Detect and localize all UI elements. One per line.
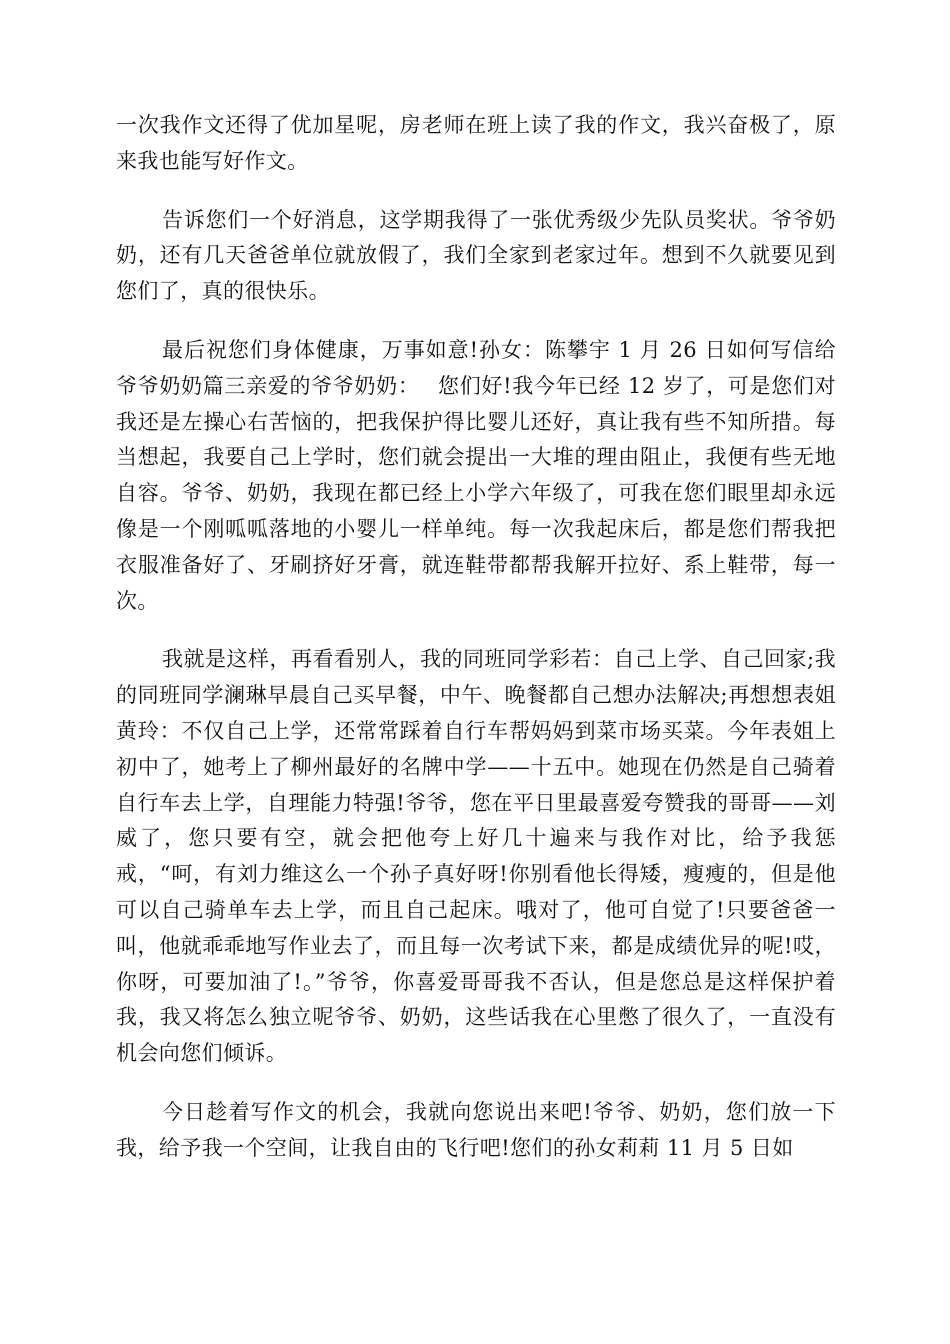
paragraph-3: 最后祝您们身体健康，万事如意!孙女：陈攀宇 1 月 26 日如何写信给爷爷奶奶篇三亲爱的爷爷奶奶： 您们好!我今年已经 12 岁了，可是您们对我还是左操心右苦恼的，把我保护得比婴儿还好，真让我有些不知所措。每当想起，我要自己上学时，您们就会提出一大堆的理由阻止，我便有些无地自容。爷爷、奶奶，我现在都已经上小学六年级了，可我在您们眼里却永远像是一个刚呱呱落地的小婴儿一样单纯。每一次我起床后，都是您们帮我把衣服准备好了、牙刷挤好牙膏，就连鞋带都帮我解开拉好、系上鞋带，每一次。 — [116, 337, 836, 613]
paragraph-4: 我就是这样，再看看别人，我的同班同学彩若：自己上学、自己回家;我的同班同学澜琳早晨自己买早餐，中午、晚餐都自己想办法解决;再想想表姐黄玲：不仅自己上学，还常常踩着自行车帮妈妈到菜市场买菜。今年表姐上初中了，她考上了柳州最好的名牌中学——十五中。她现在仍然是自己骑着自行车去上学，自理能力特强!爷爷，您在平日里最喜爱夸赞我的哥哥——刘威了，您只要有空，就会把他夸上好几十遍来与我作对比，给予我惩戒，“呵，有刘力维这么一个孙子真好呀!你别看他长得矮，瘦瘦的，但是他可以自己骑单车去上学，而且自己起床。哦对了，他可自觉了!只要爸爸一叫，他就乖乖地写作业去了，而且每一次考试下来，都是成绩优异的呢!哎，你呀，可要加油了!。”爷爷，你喜爱哥哥我不否认，但是您总是这样保护着我，我又将怎么独立呢爷爷、奶奶，这些话我在心里憋了很久了，一直没有机会向您们倾诉。 — [116, 647, 836, 1066]
paragraph-5: 今日趁着写作文的机会，我就向您说出来吧!爷爷、奶奶，您们放一下我，给予我一个空间，让我自由的飞行吧!您们的孙女莉莉 11 月 5 日如 — [116, 1099, 836, 1160]
paragraph-1: 一次我作文还得了优加星呢，房老师在班上读了我的作文，我兴奋极了，原来我也能写好作文。 — [116, 113, 836, 173]
paragraph-2: 告诉您们一个好消息，这学期我得了一张优秀级少先队员奖状。爷爷奶奶，还有几天爸爸单位就放假了，我们全家到老家过年。想到不久就要见到您们了，真的很快乐。 — [116, 207, 836, 304]
document-body — [116, 108, 836, 1190]
